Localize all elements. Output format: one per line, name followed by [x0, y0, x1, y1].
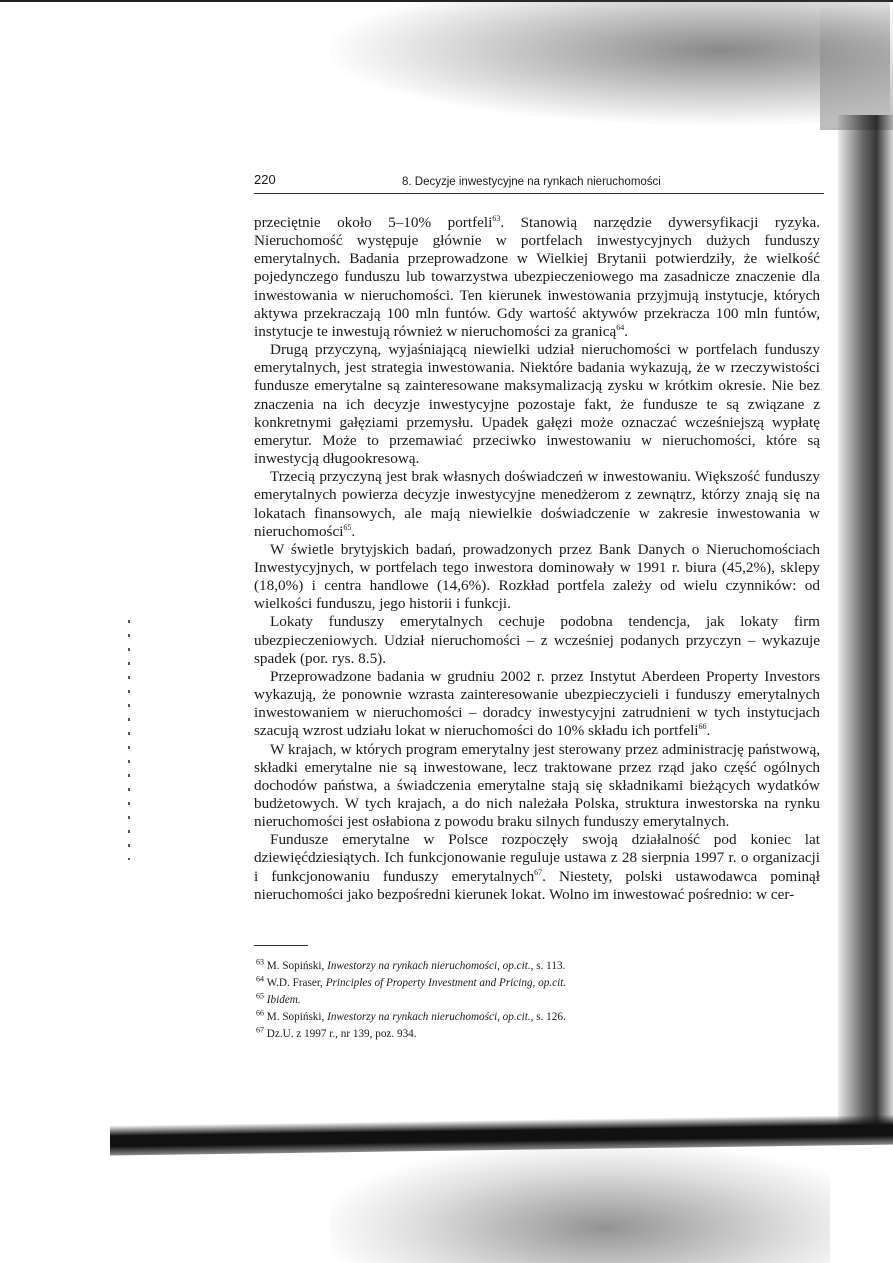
footnote: $^{64}$ W.D. Fraser, Principles of Property Investment and Pricing, op.cit. [256, 974, 567, 989]
scan-noise-top [330, 0, 890, 125]
footnote: $^{66}$ M. Sopiński, Inwestorzy na rynkach nieruchomości, op.cit., s. 126. [256, 1008, 566, 1023]
footnote: $^{65}$ Ibidem. [256, 991, 301, 1006]
page-number: 220 [254, 172, 276, 187]
scan-shadow-corner [820, 0, 893, 130]
body-text [254, 214, 820, 904]
paragraph-8: Fundusze emerytalne w Polsce rozpoczęły swoją działalność pod koniec lat dziewięćdziesiątych. Ich funkcjonowanie reguluje ustawa z 28 sierpnia 1997 r. o organizacji i funkcjonowaniu funduszy emerytalnych$^{67}$. Niestety, polski ustawodawca pominął nieruchomości jako bezpośredni kierunek lokat. Wolno im inwestować pośrednio: w cer- [254, 831, 821, 903]
scan-noise-bottom [330, 1145, 830, 1263]
footnote: $^{63}$ M. Sopiński, Inwestorzy na rynkach nieruchomości, op.cit., s. 113. [256, 957, 566, 972]
paragraph-7: W krajach, w których program emerytalny jest sterowany przez administrację państwową, składki emerytalne nie są inwestowane, lecz traktowane przez rząd jako część ogólnych dochodów państwa, a świadczenia emerytalne stają się składnikami bieżących wydatków budżetowych. W tych krajach, a do nich należała Polska, struktura inwestorska na rynku nieruchomości jest osłabiona z powodu braku silnych funduszy emerytalnych. [254, 740, 820, 831]
scan-margin-marks [128, 620, 130, 860]
header-rule [254, 193, 824, 194]
footnotes [256, 958, 816, 1043]
paragraph-4: W świetle brytyjskich badań, prowadzonych przez Bank Danych o Nieruchomościach Inwestycyjnych, w portfelach tego inwestora dominowały w 1991 r. biura (45,2%), sklepy (18,0%) i centra handlowe (14,6%). Rozkład portfela zależy od wielu czynników: od wielkości funduszu, jego historii i funkcji. [254, 540, 820, 613]
paragraph-1: przeciętnie około 5–10% portfeli$^{63}$. Stanowią narzędzie dywersyfikacji ryzyka. Nieruchomość występuje głównie w portfelach inwestycyjnych dużych funduszy emerytalnych. Badania przeprowadzone w Wielkiej Brytanii potwierdziły, że wielkość pojedynczego funduszu lub towarzystwa ubezpieczeniowego ma zasadnicze znaczenie dla inwestowania w nieruchomości. Ten kierunek inwestowania przyjmują instytucje, których aktywa przekraczają 100 mln funtów. Gdy wartość aktywów przekracza 100 mln funtów, instytucje te inwestują również w nieruchomości za granicą$^{64}$. [254, 213, 820, 340]
paragraph-2: Drugą przyczyną, wyjaśniającą niewielki udział nieruchomości w portfelach funduszy emerytalnych, jest strategia inwestowania. Niektóre badania wykazują, że w rzeczywistości fundusze emerytalne są zainteresowane maksymalizacją zysku w krótkim okresie. Nie bez znaczenia na ich decyzje inwestycyjne pozostaje fakt, że fundusze te są związane z konkretnymi gałęziami przemysłu. Upadek gałęzi może oznaczać wcześniejszą wypłatę emerytur. Może to przemawiać przeciwko inwestowaniu w nieruchomości, które są inwestycją długookresową. [254, 341, 820, 468]
scan-page-edge-right [838, 115, 893, 1135]
footnote: $^{67}$ Dz.U. z 1997 r., nr 139, poz. 934. [256, 1025, 417, 1040]
paragraph-5: Lokaty funduszy emerytalnych cechuje podobna tendencja, jak lokaty firm ubezpieczeniowych. Udział nieruchomości – z wcześniej podanych przyczyn – wykazuje spadek (por. rys. 8.5). [254, 613, 820, 667]
paragraph-3: Trzecią przyczyną jest brak własnych doświadczeń w inwestowaniu. Większość funduszy emerytalnych powierza decyzje inwestycyjne menedżerom z zewnątrz, którzy znają się na lokatach finansowych, ale mają niewielkie doświadczenie w zakresie inwestowania w nieruchomości$^{65}$. [254, 468, 820, 540]
paragraph-6: Przeprowadzone badania w grudniu 2002 r. przez Instytut Aberdeen Property Investors wykazują, że ponownie wzrasta zainteresowanie ubezpieczycieli i funduszy emerytalnych inwestowaniem w nieruchomości – doradcy inwestycyjni zatrudnieni w tych instytucjach szacują wzrost udziału lokat w nieruchomości do 10% składu ich portfeli$^{66}$. [254, 667, 820, 740]
running-head: 8. Decyzje inwestycyjne na rynkach nieruchomości [402, 176, 661, 188]
footnote-rule [254, 945, 308, 946]
